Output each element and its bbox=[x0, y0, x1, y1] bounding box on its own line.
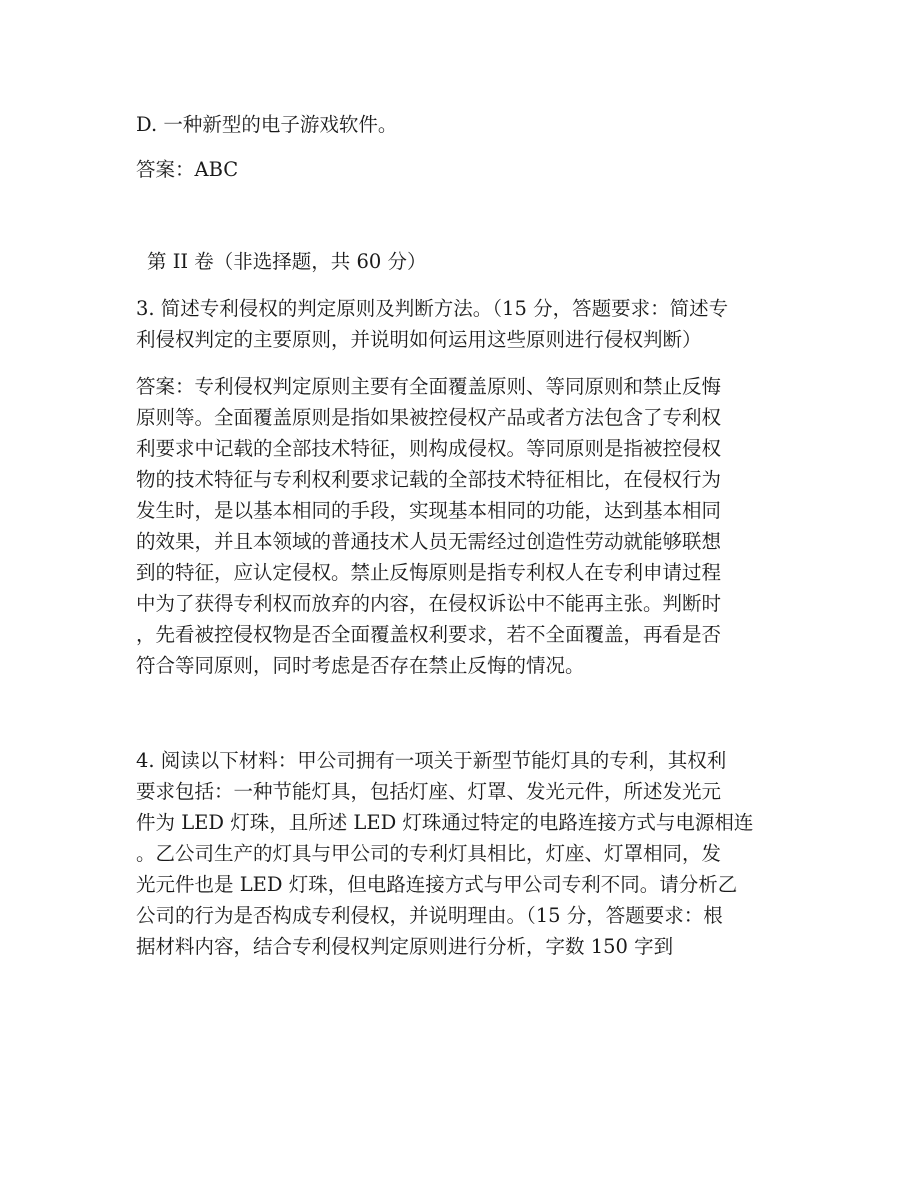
q3-line: 利侵权判定的主要原则，并说明如何运用这些原则进行侵权判断） bbox=[136, 328, 702, 351]
q4-line: 。乙公司生产的灯具与甲公司的专利灯具相比，灯座、灯罩相同，发 bbox=[136, 842, 722, 865]
answer-line: 中为了获得专利权而放弃的内容，在侵权诉讼中不能再主张。判断时 bbox=[136, 592, 722, 615]
section-heading: 第 II 卷（非选择题，共 60 分） bbox=[147, 250, 427, 273]
answer-line: 发生时，是以基本相同的手段，实现基本相同的功能，达到基本相同 bbox=[136, 499, 722, 522]
q4-line: 光元件也是 LED 灯珠，但电路连接方式与甲公司专利不同。请分析乙 bbox=[136, 873, 738, 896]
q4-line: 件为 LED 灯珠，且所述 LED 灯珠通过特定的电路连接方式与电源相连 bbox=[136, 811, 754, 834]
answer-line: ，先看被控侵权物是否全面覆盖权利要求，若不全面覆盖，再看是否 bbox=[136, 623, 722, 646]
q4-line: 要求包括：一种节能灯具，包括灯座、灯罩、发光元件，所述发光元 bbox=[136, 780, 722, 803]
option-d: D. 一种新型的电子游戏软件。 bbox=[136, 113, 398, 136]
q3-line: 3. 简述专利侵权的判定原则及判断方法。（15 分，答题要求：简述专 bbox=[136, 297, 729, 320]
answer-line: 物的技术特征与专利权利要求记载的全部技术特征相比，在侵权行为 bbox=[136, 468, 722, 491]
answer-line: 答案：专利侵权判定原则主要有全面覆盖原则、等同原则和禁止反悔 bbox=[136, 375, 722, 398]
answer-line: 符合等同原则，同时考虑是否存在禁止反悔的情况。 bbox=[136, 654, 585, 677]
q4-line: 公司的行为是否构成专利侵权，并说明理由。（15 分，答题要求：根 bbox=[136, 904, 723, 927]
answer-line: 的效果，并且本领域的普通技术人员无需经过创造性劳动就能够联想 bbox=[136, 530, 722, 553]
answer-line: 到的特征，应认定侵权。禁止反悔原则是指专利权人在专利申请过程 bbox=[136, 561, 722, 584]
answer-line: 利要求中记载的全部技术特征，则构成侵权。等同原则是指被控侵权 bbox=[136, 437, 722, 460]
q4-line: 4. 阅读以下材料：甲公司拥有一项关于新型节能灯具的专利，其权利 bbox=[136, 749, 727, 772]
q4-line: 据材料内容，结合专利侵权判定原则进行分析，字数 150 字到 bbox=[136, 935, 674, 958]
answer-mc: 答案：ABC bbox=[136, 158, 239, 181]
answer-line: 原则等。全面覆盖原则是指如果被控侵权产品或者方法包含了专利权 bbox=[136, 406, 722, 429]
